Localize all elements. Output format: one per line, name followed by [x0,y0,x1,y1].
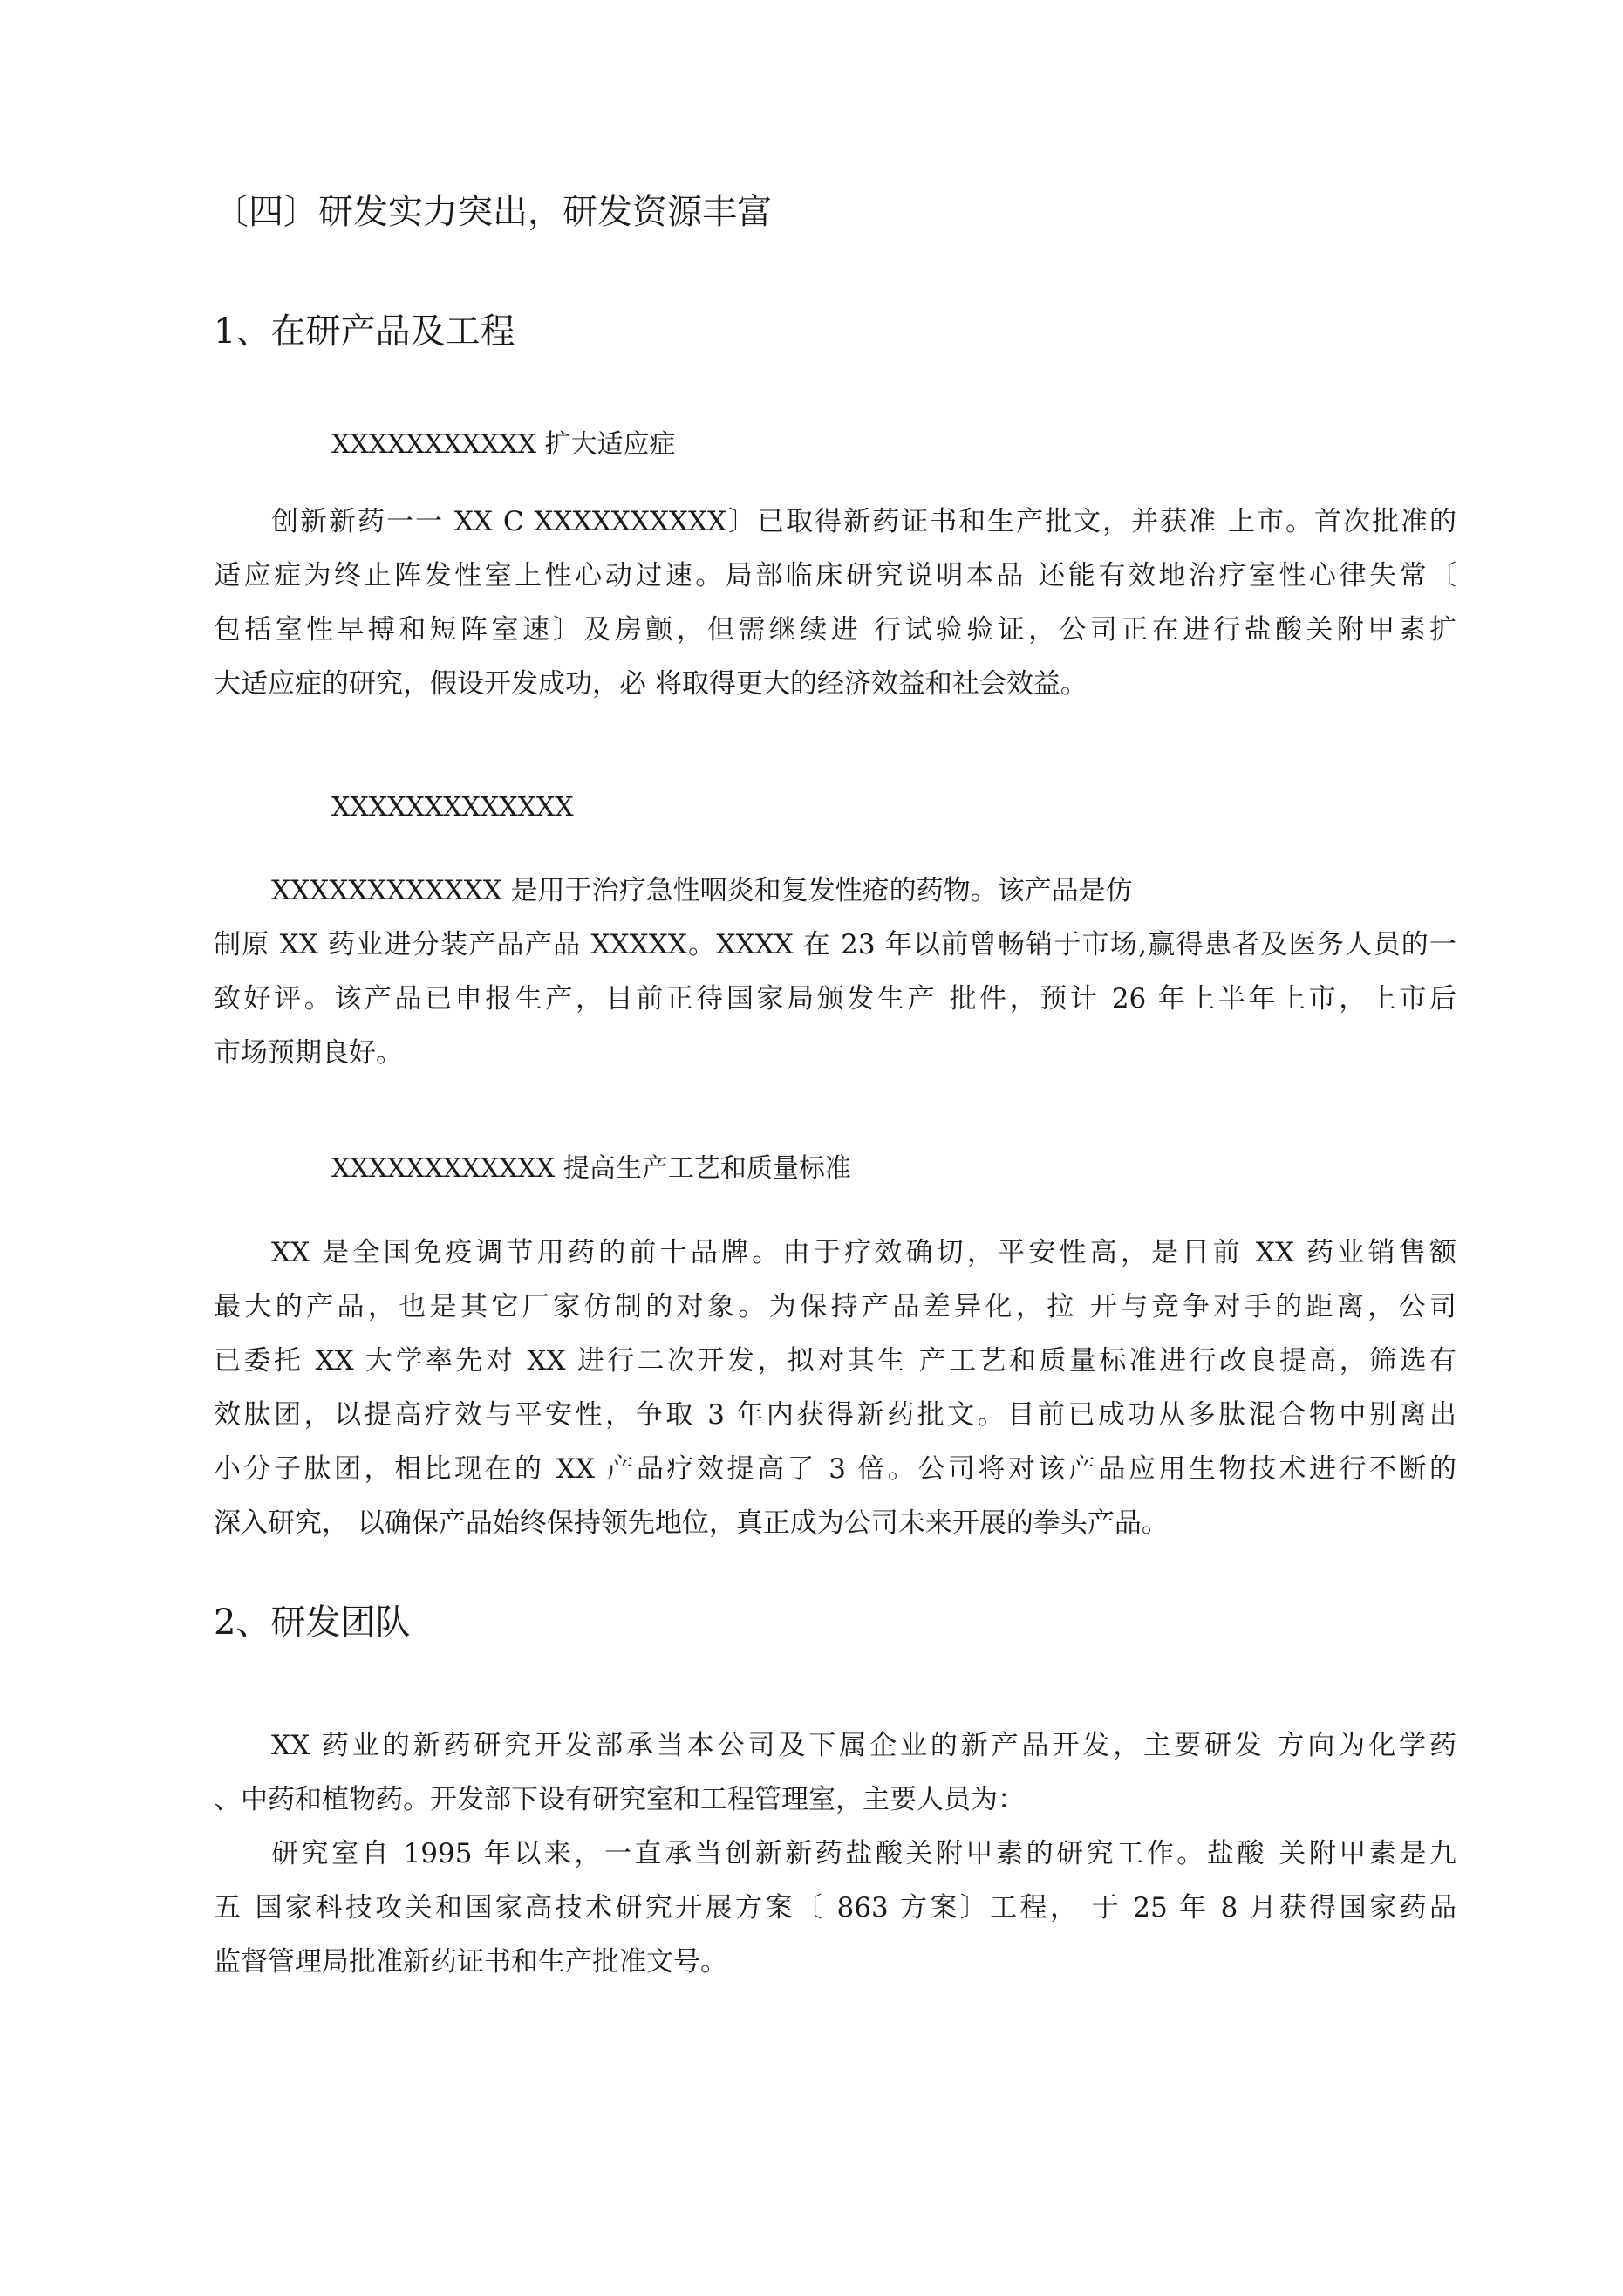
paragraph-line: 五 国家科技攻关和国家高技术研究开展方案〔 863 方案〕工程， 于 25 年 8 月获得国家药品 [214,1892,1456,1924]
paragraph-line: 已委托 XX 大学率先对 XX 进行二次开发，拟对其生 产工艺和质量标准进行改良提高，筛选有 [214,1345,1456,1377]
paragraph-line: 创新新药一一 XX C XXXXXXXXXX〕已取得新药证书和生产批文，并获准 上市。首次批准的 [271,506,1456,537]
paragraph-line: 研究室自 1995 年以来，一直承当创新新药盐酸关附甲素的研究工作。盐酸 关附甲素是九 [271,1838,1456,1869]
product-1-title: XXXXXXXXXXX 扩大适应症 [331,429,676,460]
paragraph-line: 效肽团，以提高疗效与平安性，争取 3 年内获得新药批文。目前已成功从多肽混合物中别离出 [214,1399,1456,1431]
paragraph-line: 市场预期良好。 [214,1037,403,1069]
paragraph-line: 小分子肽团，相比现在的 XX 产品疗效提高了 3 倍。公司将对该产品应用生物技术进行不断的 [214,1453,1456,1485]
paragraph-line: 深入研究， 以确保产品始终保持领先地位，真正成为公司未来开展的拳头产品。 [214,1507,1169,1539]
heading-in-development-products: 1、在研产品及工程 [214,311,515,352]
paragraph-line: 包括室性早搏和短阵室速〕及房颤，但需继续进 行试验验证，公司正在进行盐酸关附甲素扩 [214,614,1456,646]
section-heading: 〔四〕研发实力突出，研发资源丰富 [214,192,772,232]
paragraph-line: 制原 XX 药业进分装产品产品 XXXXX。XXXX 在 23 年以前曾畅销于市场,赢得患者及医务人员的一 [214,929,1456,960]
paragraph-line: 、中药和植物药。开发部下设有研究室和工程管理室，主要人员为： [214,1784,1025,1815]
paragraph-line: 大适应症的研究，假设开发成功，必 将取得更大的经济效益和社会效益。 [214,668,1088,700]
product-3-title: XXXXXXXXXXXX 提高生产工艺和质量标准 [331,1153,851,1184]
paragraph-line: 适应症为终止阵发性室上性心动过速。局部临床研究说明本品 还能有效地治疗室性心律失常〔 [214,560,1456,591]
team-paragraph-1 [214,1719,1456,1827]
paragraph-line: XX 药业的新药研究开发部承当本公司及下属企业的新产品开发，主要研发 方向为化学药 [271,1730,1456,1761]
paragraph-line: 致好评。该产品已申报生产，目前正待国家局颁发生产 批件，预计 26 年上半年上市，上市后 [214,983,1456,1015]
product-2-title: XXXXXXXXXXXXX [331,792,574,823]
paragraph-line: XXXXXXXXXXXX 是用于治疗急性咽炎和复发性疮的药物。该产品是仿 [271,875,1133,906]
paragraph-line: XX 是全国免疫调节用药的前十品牌。由于疗效确切，平安性高，是目前 XX 药业销售额 [271,1237,1456,1268]
product-1-paragraph [214,495,1456,711]
product-3-paragraph [214,1226,1456,1550]
paragraph-line: 最大的产品，也是其它厂家仿制的对象。为保持产品差异化，拉 开与竞争对手的距离，公司 [214,1291,1456,1322]
product-2-paragraph [214,864,1456,1080]
heading-rd-team: 2、研发团队 [214,1602,411,1643]
team-paragraph-2 [214,1827,1456,1989]
paragraph-line: 监督管理局批准新药证书和生产批准文号。 [214,1946,727,1978]
